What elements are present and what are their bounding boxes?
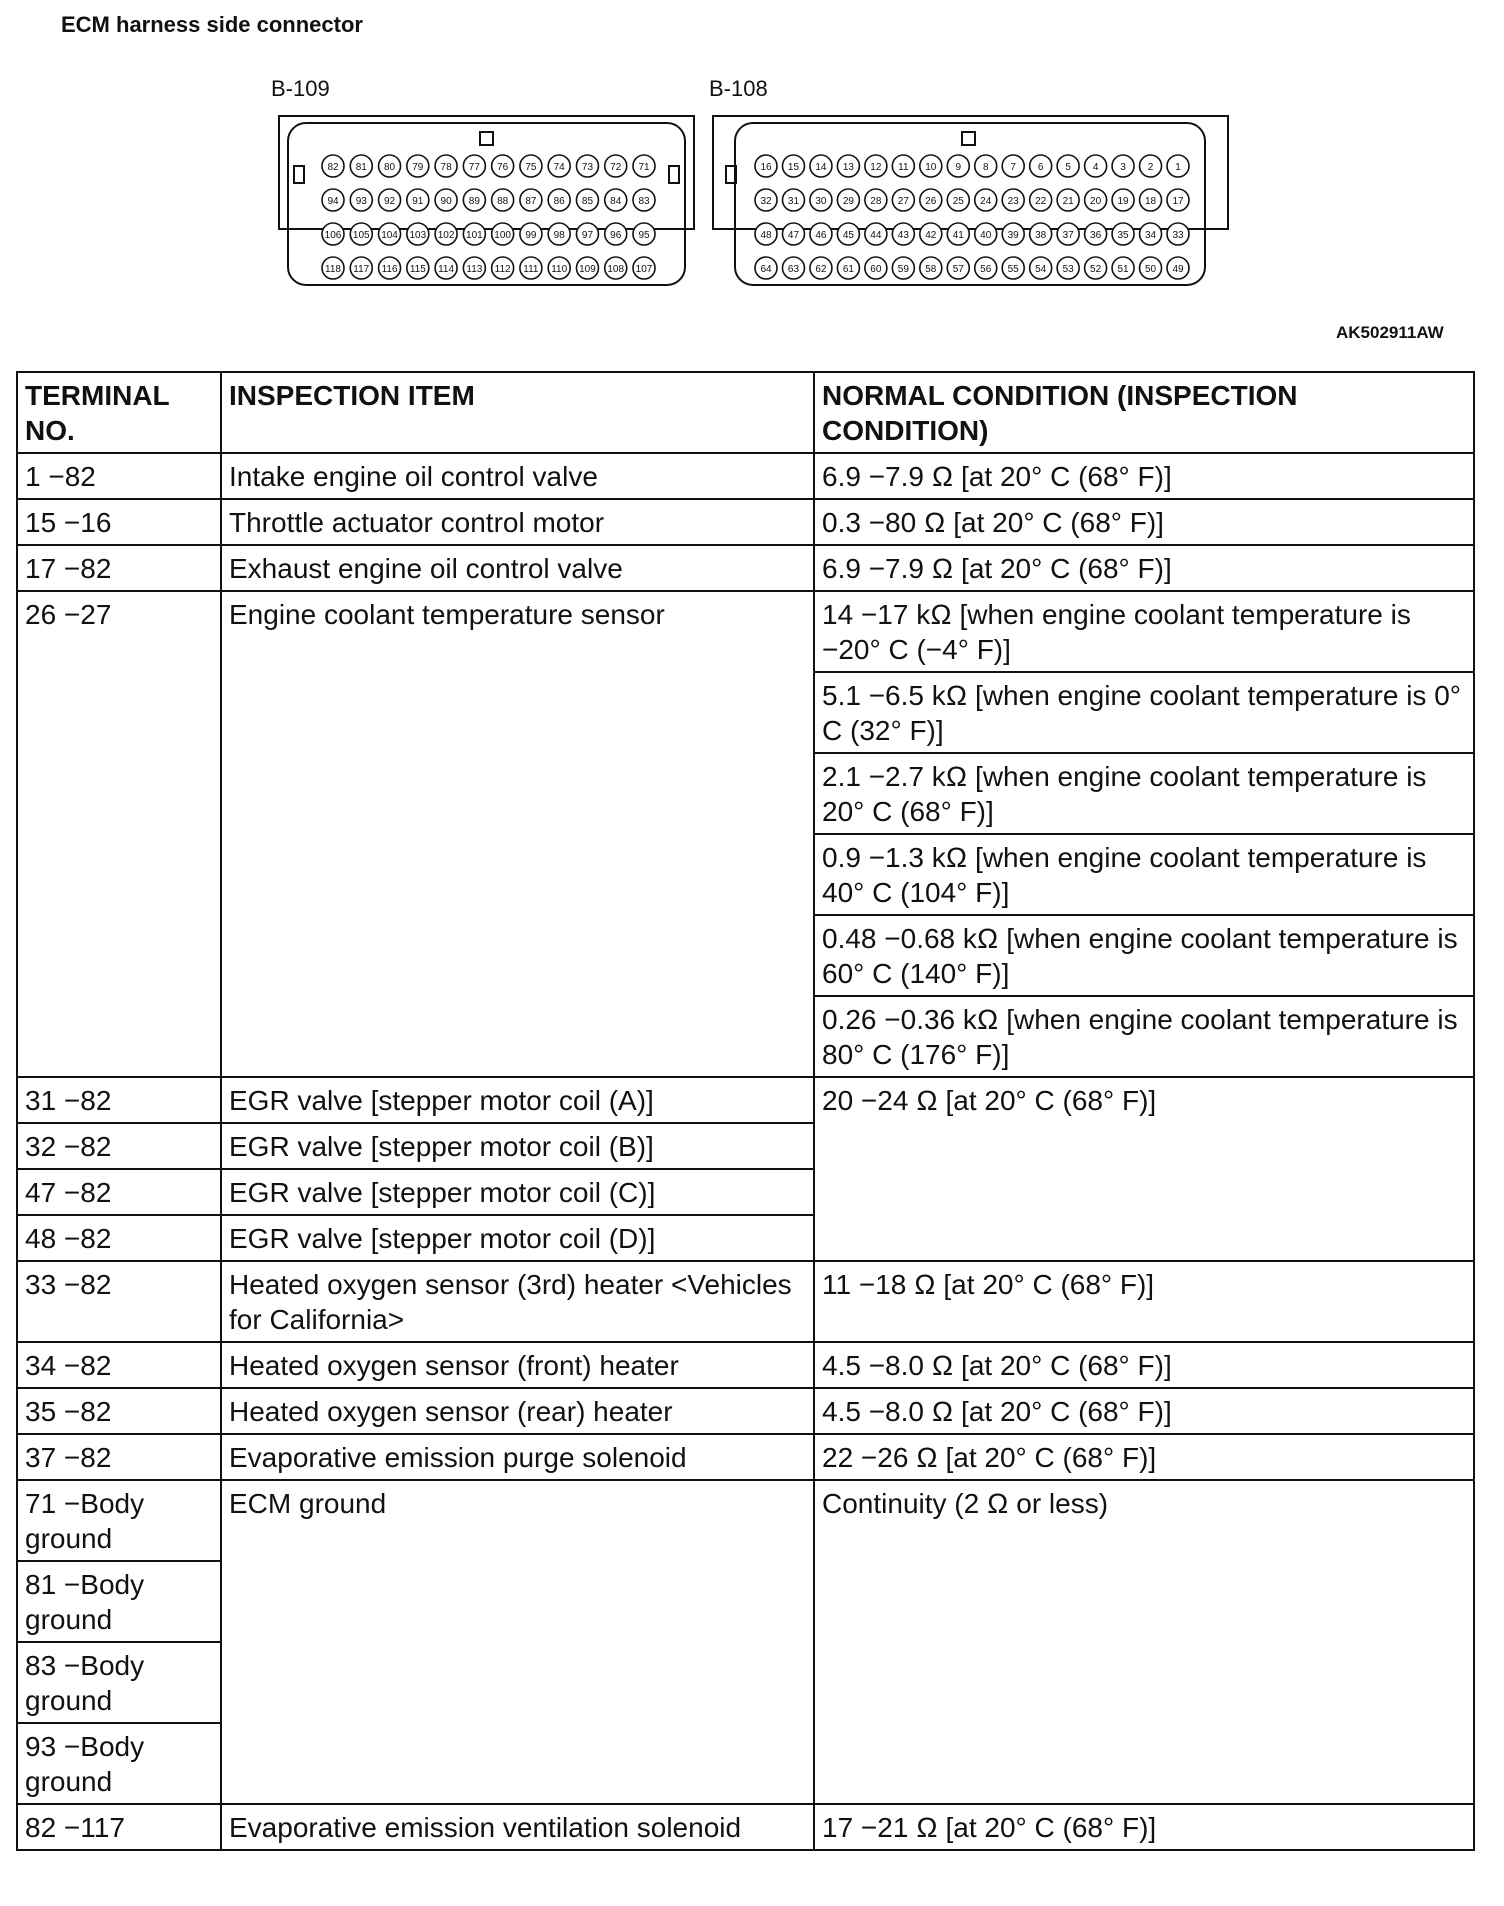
condition-cell: 0.48 −0.68 kΩ [when engine coolant temperature is 60° C (140° F)]: [814, 915, 1474, 996]
condition-cell: 0.3 −80 Ω [at 20° C (68° F)]: [814, 499, 1474, 545]
b108-pin-label: 49: [1172, 264, 1184, 275]
condition-cell: Continuity (2 Ω or less): [814, 1480, 1474, 1804]
b109-pin-label: 83: [638, 196, 650, 207]
b109-pin-label: 93: [355, 196, 367, 207]
b108-pin-label: 29: [842, 196, 854, 207]
b108-pin-label: 33: [1172, 230, 1184, 241]
table-row: [17, 1804, 1474, 1850]
b109-pin-label: 118: [325, 264, 341, 275]
b109-pin-label: 84: [610, 196, 622, 207]
b108-pin-label: 35: [1117, 230, 1129, 241]
b108-pin-label: 37: [1062, 230, 1074, 241]
pin-grid-b108: [755, 155, 1189, 279]
b108-pin-label: 44: [870, 230, 882, 241]
b108-pin-label: 40: [980, 230, 992, 241]
table-row: [17, 1261, 1474, 1342]
b108-pin-label: 13: [842, 162, 854, 173]
b109-pin-label: 75: [525, 162, 537, 173]
terminal-cell: 81 −Body ground: [17, 1561, 221, 1642]
b108-pin-label: 22: [1035, 196, 1047, 207]
terminal-cell: 48 −82: [17, 1215, 221, 1261]
b108-pin-label: 17: [1172, 196, 1184, 207]
b108-pin-label: 39: [1007, 230, 1019, 241]
table-row: [17, 1434, 1474, 1480]
b109-pin-label: 108: [607, 264, 625, 275]
b108-pin-label: 46: [815, 230, 827, 241]
b109-pin-label: 114: [438, 264, 455, 275]
page-title: ECM harness side connector: [61, 12, 363, 37]
b108-pin-label: 31: [787, 196, 800, 207]
connector-b108: [713, 116, 1228, 285]
b109-pin-label: 98: [553, 230, 565, 241]
b109-pin-label: 97: [581, 230, 594, 241]
b108-pin-label: 53: [1062, 264, 1074, 275]
b108-pin-label: 59: [897, 264, 909, 275]
terminal-cell: 37 −82: [17, 1434, 221, 1480]
terminal-cell: 33 −82: [17, 1261, 221, 1342]
terminal-cell: 47 −82: [17, 1169, 221, 1215]
item-cell: EGR valve [stepper motor coil (D)]: [221, 1215, 814, 1261]
item-cell: Evaporative emission purge solenoid: [221, 1434, 814, 1480]
b109-pin-label: 78: [440, 162, 452, 173]
item-cell: Heated oxygen sensor (rear) heater: [221, 1388, 814, 1434]
b109-pin-label: 74: [553, 162, 565, 173]
condition-cell: 11 −18 Ω [at 20° C (68° F)]: [814, 1261, 1474, 1342]
b109-pin-label: 81: [355, 162, 367, 173]
table-row: [17, 1342, 1474, 1388]
b109-pin-label: 90: [440, 196, 452, 207]
b109-pin-label: 73: [581, 162, 594, 173]
terminal-cell: 71 −Body ground: [17, 1480, 221, 1561]
b109-pin-label: 112: [494, 264, 511, 275]
b108-pin-label: 16: [760, 162, 772, 173]
item-cell: Throttle actuator control motor: [221, 499, 814, 545]
b108-pin-label: 4: [1092, 162, 1099, 173]
b108-pin-label: 18: [1144, 196, 1157, 207]
b108-pin-label: 41: [952, 230, 964, 241]
b108-pin-label: 2: [1147, 162, 1154, 173]
b108-pin-label: 42: [925, 230, 937, 241]
b109-pin-label: 96: [610, 230, 622, 241]
b109-pin-label: 110: [551, 264, 568, 275]
b108-pin-label: 24: [980, 196, 992, 207]
b108-pin-label: 19: [1117, 196, 1129, 207]
b108-pin-label: 26: [925, 196, 937, 207]
table-row: [17, 1077, 1474, 1123]
condition-cell: 2.1 −2.7 kΩ [when engine coolant temperature is 20° C (68° F)]: [814, 753, 1474, 834]
connector-b109: [279, 116, 694, 285]
table-header-row: [17, 372, 1474, 453]
b108-pin-label: 27: [897, 196, 909, 207]
b108-pin-label: 14: [815, 162, 827, 173]
condition-cell: 17 −21 Ω [at 20° C (68° F)]: [814, 1804, 1474, 1850]
b109-pin-label: 95: [638, 230, 650, 241]
b108-pin-label: 6: [1037, 162, 1044, 173]
b109-pin-label: 87: [525, 196, 537, 207]
header-normal-condition: NORMAL CONDITION (INSPECTION CONDITION): [814, 372, 1474, 453]
condition-cell: 6.9 −7.9 Ω [at 20° C (68° F)]: [814, 545, 1474, 591]
item-cell: ECM ground: [221, 1480, 814, 1804]
item-cell: Intake engine oil control valve: [221, 453, 814, 499]
b109-pin-label: 92: [383, 196, 396, 207]
b109-pin-label: 104: [381, 230, 398, 241]
terminal-cell: 15 −16: [17, 499, 221, 545]
b109-pin-label: 72: [610, 162, 622, 173]
condition-cell: 20 −24 Ω [at 20° C (68° F)]: [814, 1077, 1474, 1261]
table-row: [17, 1480, 1474, 1561]
b108-pin-label: 52: [1090, 264, 1102, 275]
b108-pin-label: 61: [842, 264, 854, 275]
b109-pin-label: 101: [466, 230, 483, 241]
terminal-cell: 35 −82: [17, 1388, 221, 1434]
b108-pin-label: 38: [1035, 230, 1047, 241]
b108-pin-label: 5: [1065, 162, 1071, 173]
b109-pin-label: 102: [437, 230, 455, 241]
b109-pin-label: 99: [525, 230, 537, 241]
pin-grid-b109: [322, 155, 655, 279]
terminal-cell: 31 −82: [17, 1077, 221, 1123]
b108-pin-label: 15: [787, 162, 800, 173]
item-cell: Exhaust engine oil control valve: [221, 545, 814, 591]
condition-cell: 5.1 −6.5 kΩ [when engine coolant temperature is 0° C (32° F)]: [814, 672, 1474, 753]
b109-pin-label: 105: [352, 230, 370, 241]
b108-pin-label: 62: [815, 264, 827, 275]
connector-label-b109: B-109: [271, 76, 330, 101]
terminal-cell: 82 −117: [17, 1804, 221, 1850]
b108-pin-label: 58: [925, 264, 937, 275]
b108-pin-label: 20: [1090, 196, 1102, 207]
condition-cell: 14 −17 kΩ [when engine coolant temperature is −20° C (−4° F)]: [814, 591, 1474, 672]
inspection-table: [16, 371, 1475, 1851]
b108-pin-label: 30: [815, 196, 827, 207]
b108-pin-label: 64: [760, 264, 772, 275]
b108-pin-label: 45: [842, 230, 854, 241]
b108-pin-label: 32: [760, 196, 772, 207]
b109-pin-label: 89: [468, 196, 480, 207]
b108-pin-label: 36: [1090, 230, 1102, 241]
item-cell: EGR valve [stepper motor coil (C)]: [221, 1169, 814, 1215]
condition-cell: 6.9 −7.9 Ω [at 20° C (68° F)]: [814, 453, 1474, 499]
header-terminal: TERMINAL NO.: [17, 372, 221, 453]
condition-cell: 4.5 −8.0 Ω [at 20° C (68° F)]: [814, 1342, 1474, 1388]
b109-pin-label: 100: [494, 230, 511, 241]
b108-pin-label: 55: [1007, 264, 1019, 275]
figure-id: AK502911AW: [1336, 323, 1444, 342]
b108-pin-label: 56: [980, 264, 992, 275]
condition-cell: 0.9 −1.3 kΩ [when engine coolant temperature is 40° C (104° F)]: [814, 834, 1474, 915]
b109-pin-label: 88: [497, 196, 509, 207]
table-row: [17, 545, 1474, 591]
terminal-cell: 17 −82: [17, 545, 221, 591]
header-inspection-item: INSPECTION ITEM: [221, 372, 814, 453]
b109-pin-label: 71: [638, 162, 650, 173]
condition-cell: 22 −26 Ω [at 20° C (68° F)]: [814, 1434, 1474, 1480]
b108-pin-label: 28: [870, 196, 882, 207]
b109-pin-label: 117: [353, 264, 370, 275]
b109-pin-label: 103: [409, 230, 427, 241]
b108-pin-label: 9: [955, 162, 962, 173]
b108-pin-label: 47: [787, 230, 800, 241]
b108-pin-label: 60: [870, 264, 882, 275]
b108-pin-label: 12: [870, 162, 882, 173]
b108-pin-label: 21: [1062, 196, 1074, 207]
b109-pin-label: 111: [523, 264, 539, 275]
item-cell: EGR valve [stepper motor coil (B)]: [221, 1123, 814, 1169]
b109-pin-label: 80: [383, 162, 396, 173]
item-cell: EGR valve [stepper motor coil (A)]: [221, 1077, 814, 1123]
terminal-cell: 34 −82: [17, 1342, 221, 1388]
b109-pin-label: 106: [324, 230, 342, 241]
condition-cell: 0.26 −0.36 kΩ [when engine coolant temperature is 80° C (176° F)]: [814, 996, 1474, 1077]
b108-pin-label: 7: [1010, 162, 1016, 173]
b109-pin-label: 109: [579, 264, 596, 275]
b109-pin-label: 107: [635, 264, 653, 275]
table-row: [17, 591, 1474, 672]
b108-pin-label: 50: [1144, 264, 1157, 275]
b108-pin-label: 8: [982, 162, 989, 173]
b108-pin-label: 54: [1035, 264, 1047, 275]
terminal-cell: 83 −Body ground: [17, 1642, 221, 1723]
b108-pin-label: 23: [1007, 196, 1019, 207]
terminal-cell: 26 −27: [17, 591, 221, 1077]
connector-label-b108: B-108: [709, 76, 768, 101]
b109-pin-label: 76: [497, 162, 509, 173]
terminal-cell: 32 −82: [17, 1123, 221, 1169]
condition-cell: 4.5 −8.0 Ω [at 20° C (68° F)]: [814, 1388, 1474, 1434]
b108-pin-label: 57: [952, 264, 964, 275]
table-row: [17, 1388, 1474, 1434]
b109-pin-label: 94: [327, 196, 339, 207]
item-cell: Heated oxygen sensor (3rd) heater <Vehicles for California>: [221, 1261, 814, 1342]
item-cell: Engine coolant temperature sensor: [221, 591, 814, 1077]
item-cell: Evaporative emission ventilation solenoid: [221, 1804, 814, 1850]
b108-pin-label: 51: [1117, 264, 1129, 275]
b109-pin-label: 116: [381, 264, 398, 275]
b108-pin-label: 3: [1120, 162, 1126, 173]
b108-pin-label: 48: [760, 230, 772, 241]
b109-pin-label: 86: [553, 196, 565, 207]
b109-pin-label: 115: [409, 264, 426, 275]
terminal-cell: 1 −82: [17, 453, 221, 499]
table-row: [17, 499, 1474, 545]
connector-diagram: [0, 0, 1504, 310]
b108-pin-label: 63: [787, 264, 800, 275]
terminal-cell: 93 −Body ground: [17, 1723, 221, 1804]
b109-pin-label: 77: [468, 162, 480, 173]
b108-pin-label: 11: [898, 162, 909, 173]
b108-pin-label: 10: [925, 162, 937, 173]
b109-pin-label: 82: [327, 162, 339, 173]
b109-pin-label: 91: [412, 196, 424, 207]
b108-pin-label: 34: [1144, 230, 1157, 241]
item-cell: Heated oxygen sensor (front) heater: [221, 1342, 814, 1388]
b109-pin-label: 85: [581, 196, 594, 207]
b109-pin-label: 79: [412, 162, 424, 173]
b108-pin-label: 43: [897, 230, 909, 241]
table-row: [17, 453, 1474, 499]
b108-pin-label: 25: [952, 196, 964, 207]
b108-pin-label: 1: [1175, 162, 1181, 173]
b109-pin-label: 113: [466, 264, 483, 275]
